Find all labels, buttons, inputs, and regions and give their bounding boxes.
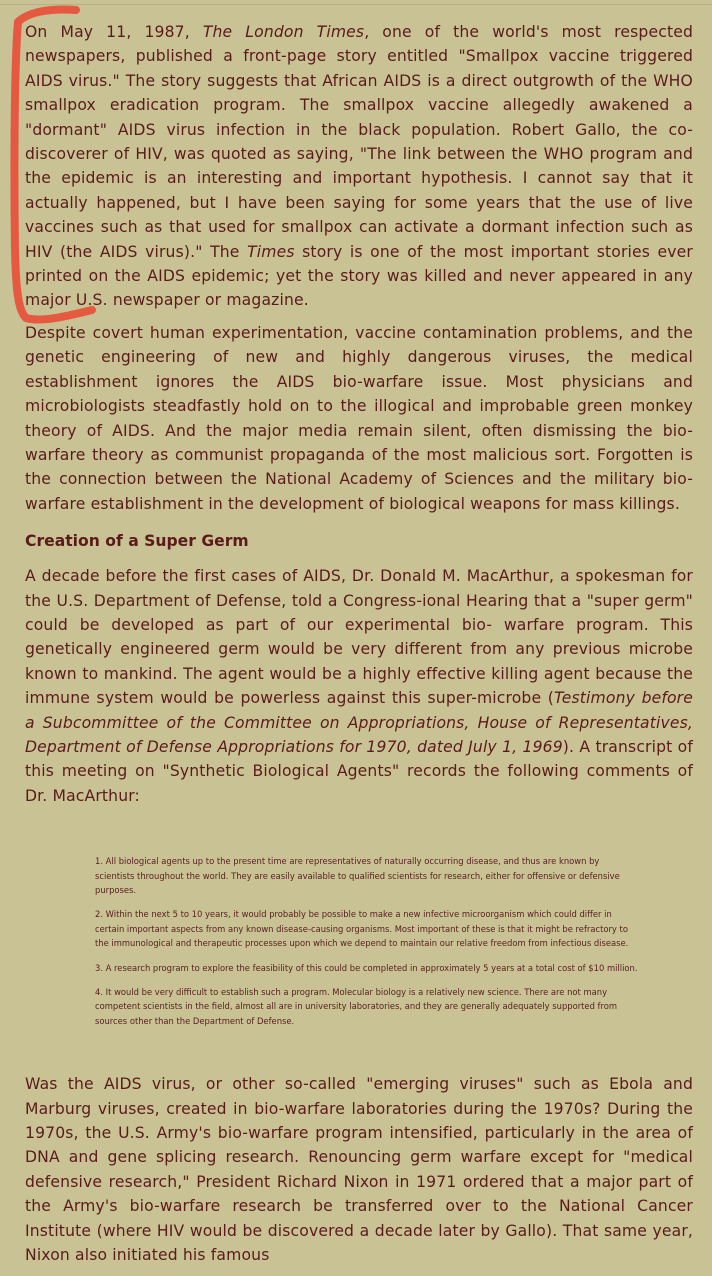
transcript-quote bbox=[25, 838, 693, 1052]
paragraph-text: story is one of the most important stories ever printed on the AIDS epidemic; yet the story was killed and never appeared in any major U.S. newspaper or magazine. bbox=[25, 242, 693, 310]
paragraph-text: A decade before the first cases of AIDS, Dr. Donald M. MacArthur, a spokesman for the U.S. Department of Defense, told a Congress-ional Hearing that a "super germ" could be developed as part of our experimental bio- warfare program. This genetically engineered germ would be very different from any previous microbe known to mankind. The agent would be a highly effective killing agent because the immune system would be powerless against this super-microbe ( bbox=[25, 567, 693, 708]
newspaper-title: The London Times bbox=[202, 23, 365, 41]
quote-item-1: 1. All biological agents up to the present time are representatives of naturally occurring disease, and thus are known by scientists throughout the world. They are easily available to qualified scientists for research, either for offensive or defensive purposes. bbox=[95, 856, 620, 895]
newspaper-title: Times bbox=[247, 242, 295, 261]
paragraph-emerging-viruses: Was the AIDS virus, or other so-called "emerging viruses" such as Ebola and Marburg viruses, created in bio-warfare laboratories during the 1970s? During the 1970s, the U.S. Army's bio-warfare program intensified, particularly in the area of DNA and gene splicing research. Renouncing germ warfare except for "medical defensive research," President Richard Nixon in 1971 ordered that a major part of the Army's bio-warfare research be transferred over to the National Cancer Institute (where HIV would be discovered a decade later by Gallo). That same year, Nixon also initiated his famous bbox=[25, 1075, 693, 1265]
paragraph-despite: Despite covert human experimentation, vaccine contamination problems, and the genetic engineering of new and highly dangerous viruses, the medical establishment ignores the AIDS bio-warfare issue. Most physicians and microbiologists steadfastly hold on to the illogical and improbable green monkey theory of AIDS. And the major media remain silent, often dismissing the bio-warfare theory as communist propaganda of the most malicious sort. Forgotten is the connection between the National Academy of Sciences and the military bio-warfare establishment in the development of biological weapons for mass killings. bbox=[25, 323, 693, 513]
paragraph-text: On May 11, 1987, bbox=[25, 23, 203, 41]
paragraph-text: ). A transcript of this meeting on "Synthetic Biological Agents" records the following comments of Dr. MacArthur: bbox=[25, 737, 693, 805]
quote-item-3: 3. A research program to explore the feasibility of this could be completed in approximately 5 years at a total cost of $10 million. bbox=[95, 962, 638, 973]
article-body bbox=[25, 20, 693, 1276]
section-heading: Creation of a Super Germ bbox=[25, 532, 249, 551]
quote-item-4: 4. It would be very difficult to establish such a program. Molecular biology is a relatively new science. There are not many competent scientists in the field, almost all are in university laboratories, and they are generally adequately supported from sources other than the Department of Defense. bbox=[95, 987, 618, 1026]
previous-content-fragment bbox=[0, 0, 712, 5]
citation: Testimony before a Subcommittee of the Committee on Appropriations, House of Representatives, Department of Defense Appropriations for 1970, dated July 1, 1969 bbox=[25, 689, 693, 756]
paragraph-macarthur bbox=[25, 564, 693, 808]
paragraph-text: , one of the world's most respected newspapers, published a front-page story entitled "Smallpox vaccine triggered AIDS virus." The story suggests that African AIDS is a direct outgrowth of the WHO smallpox eradication program. The smallpox vaccine allegedly awakened a "dormant" AIDS virus infection in the black population. Robert Gallo, the co-discoverer of HIV, was quoted as saying, "The link between the WHO program and the epidemic is an interesting and important hypothesis. I cannot say that it actually happened, but I have been saying for some years that the use of live vaccines such as that used for smallpox can activate a dormant infection such as HIV (the AIDS virus)." The bbox=[25, 23, 693, 261]
paragraph-london-times bbox=[25, 20, 693, 313]
quote-item-2: 2. Within the next 5 to 10 years, it would probably be possible to make a new infective microorganism which could differ in certain important aspects from any known disease-causing organisms. Most important of these is that it might be refractory to the immunological and therapeutic processes upon which we depend to maintain our relative freedom from infectious disease. bbox=[95, 909, 629, 949]
